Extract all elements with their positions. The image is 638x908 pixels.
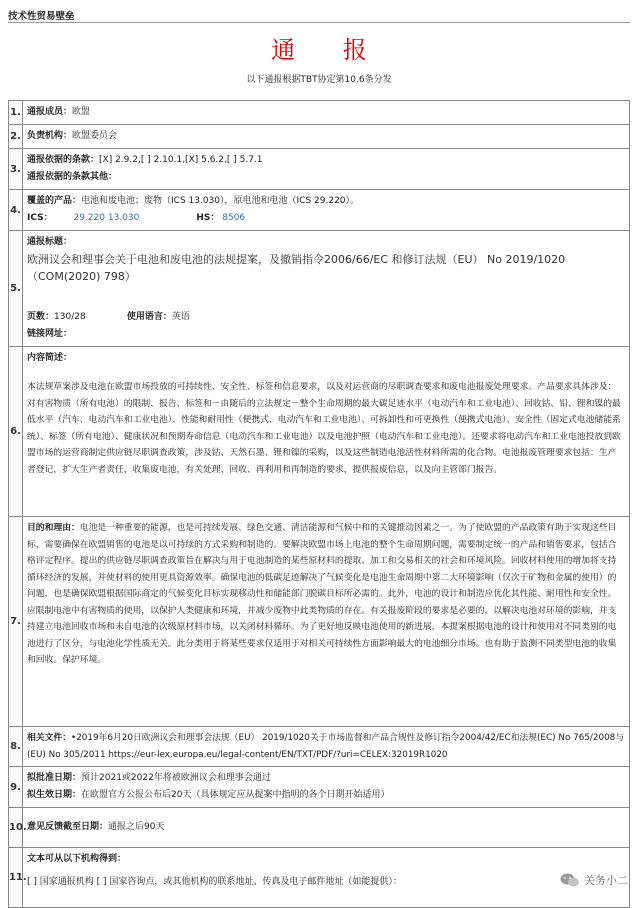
field-label: 意见反馈截至日期： [27,822,109,832]
row-comment-deadline [9,808,630,848]
row-number: 6. [9,347,23,517]
notification-title: 欧洲议会和理事会关于电池和废电池的法规提案，及撤销指令2006/66/EC 和修订法规（EU） No 2019/1020 （COM(2020) 798） [27,253,566,283]
document-subtitle: 以下通报根据TBT协定第10.6条分发 [246,75,392,85]
row-number: 8. [9,727,23,767]
row-title [9,231,630,347]
language-value: 英语 [171,312,190,322]
row-number: 4. [9,190,23,231]
field-label: 覆盖的产品： [27,196,82,206]
header-divider [8,22,630,23]
texts-available-value: [ ] 国家通报机构 [ ] 国家咨询点，或其他机构的联系地址、传真及电子邮件地址（如能提供）： [27,877,402,887]
field-label: 通报成员： [27,107,73,117]
row-notifying-member [9,101,630,125]
row-objective [9,517,630,727]
field-label: 内容简述： [27,353,73,363]
document-title: 通 报 [271,36,387,64]
field-label: 文本可从以下机构得到： [27,854,127,864]
adoption-date-value: 预计2021或2022年将被欧洲议会和理事会通过 [81,773,271,783]
row-products [9,190,630,231]
articles-value: [X] 2.9.2,[ ] 2.10.1,[X] 5.6.2,[ ] 5.7.1 [99,155,263,165]
field-label: 通报标题： [27,237,73,247]
products-value: 电池和废电池；废物（ICS 13.030），原电池和电池（ICS 29.220）。 [81,196,360,206]
row-articles [9,149,630,190]
row-relevant-documents [9,727,630,767]
description-text: 本法规草案涉及电池在欧盟市场投放的可持续性、安全性、标签和信息要求，以及对运营商的尽职调查要求和废电池报废处理要求。产品要求具体涉及：对有害物质（所有电池）的限制、报告、标签和－由随后的立法规定－整个生命周期的最大碳足迹水平（电动汽车和工业电池）、回收钴、铅、锂和镍的最低水平（汽车、电动汽车和工业电池）、性能和耐用性（便携式、电动汽车和工业电池）、可拆卸性和可更换性（便携式电池）、安全性（固定式电池储能系统）、标签（所有电池）、健康状况和预期寿命信息（电动汽车和工业电池）以及电池护照（电动汽车和工业电池）。还要求将电动汽车和工业电池投放到欧盟市场的运营商制定供应链尽职调查政策，涉及钴、天然石墨、锂和镍的采购，以及这些制造电池活性材料所需的化合物。电池报废管理要求包括：生产者登记，扩大生产者责任，收集废电池，有关处理、回收、再利用和再制造的要求，提供报废信息，以及向主管部门报告。 [27,382,621,475]
objective-text: 电池是一种重要的能源，也是可持续发展、绿色交通、清洁能源和气候中和的关键推动因素之一。为了使欧盟的产品政策有助于实现这些目标，需要确保在欧盟销售的电池是以可持续的方式采购和制造的。要解决欧盟市场上电池的整个生命周期问题，需要制定统一的产品和销售要求，包括合格评定程序。提出的供应链尽职调查政策旨在解决与用于电池制造的某些原材料的提取、加工和交易相关的社会和环境风险。回收材料使用的增加将支持循环经济的发展，并使材料的使用更具资源效率。确保电池的低碳足迹解决了气候变化是电池生命周期中第二大环境影响（仅次于矿物和金属的使用）的问题，也是确保欧盟根据国际商定的气候变化目标实现移动性和储能部门脱碳目标所必需的。此外，电池的设计和制造应优化其性能、耐用性和安全性。应限制电池中有害物质的使用，以保护人类健康和环境，并减少废物中此类物质的存在。有关报废阶段的要求是必要的，以解决电池对环境的影响，并支持建立电池回收市场和未自电池的次级原材料市场，以关闭材料循环。为了更好地反映电池使用的新进展，本提案根据电池的设计和使用对不同类别的电池进行了区分，与电池化学性质无关。此分类用于将某些要求仅适用于对相关可持续性方面影响最大的电池细分市场。也有助于监测不同类型电池的收集和回收。保护环境。 [27,523,617,665]
language-label: 使用语言： [126,312,172,322]
row-texts-available [9,848,630,908]
pages-value: 130/28 [54,312,86,322]
document-category: 技术性贸易壁垒 [8,11,75,22]
notification-table [8,100,630,908]
hs-label: HS： [196,213,220,223]
entry-into-force-value: 在欧盟官方公报公布后20天（具体规定应从提案中指明的各个日期开始适用） [81,790,390,800]
row-number: 3. [9,149,23,190]
ics-label: ICS： [27,213,53,223]
pages-label: 页数： [27,312,55,322]
row-number: 9. [9,767,23,808]
comment-deadline-value: 通报之后90天 [108,822,165,832]
row-number: 1. [9,101,23,125]
watermark-text: 关务小二 [584,874,628,887]
field-label: 相关文件： [27,733,71,743]
adoption-date-label: 拟批准日期： [27,773,82,783]
hs-value: 8506 [222,213,246,223]
field-label-other: 通报依据的条款其他： [27,172,118,182]
link-label: 链接网址： [27,329,73,339]
row-number: 11. [9,848,23,908]
row-dates [9,767,630,808]
row-number: 10. [9,808,23,848]
notifying-member-value: 欧盟 [72,107,91,117]
row-agency [9,125,630,149]
wechat-icon [560,873,580,887]
field-label: 通报依据的条款： [27,155,100,165]
ics-value: 29.220 13.030 [73,213,140,223]
agency-value: 欧盟委员会 [72,131,118,141]
field-label: 负责机构： [27,131,73,141]
row-number: 5. [9,231,23,347]
relevant-documents-text: •2019年6月20日欧洲议会和理事会法规（EU） 2019/1020关于市场监督和产品合规性及修订指令2004/42/EC和法规(EC) No 765/2008与(EU) No 305/2011 https://eur-lex.europa.eu/legal-content/EN/TXT/PDF/?uri=CELEX:32019R1020 [27,733,625,760]
row-number: 7. [9,517,23,727]
entry-into-force-label: 拟生效日期： [27,790,82,800]
watermark [560,872,628,888]
field-label: 目的和理由： [27,523,80,533]
row-description [9,347,630,517]
row-number: 2. [9,125,23,149]
